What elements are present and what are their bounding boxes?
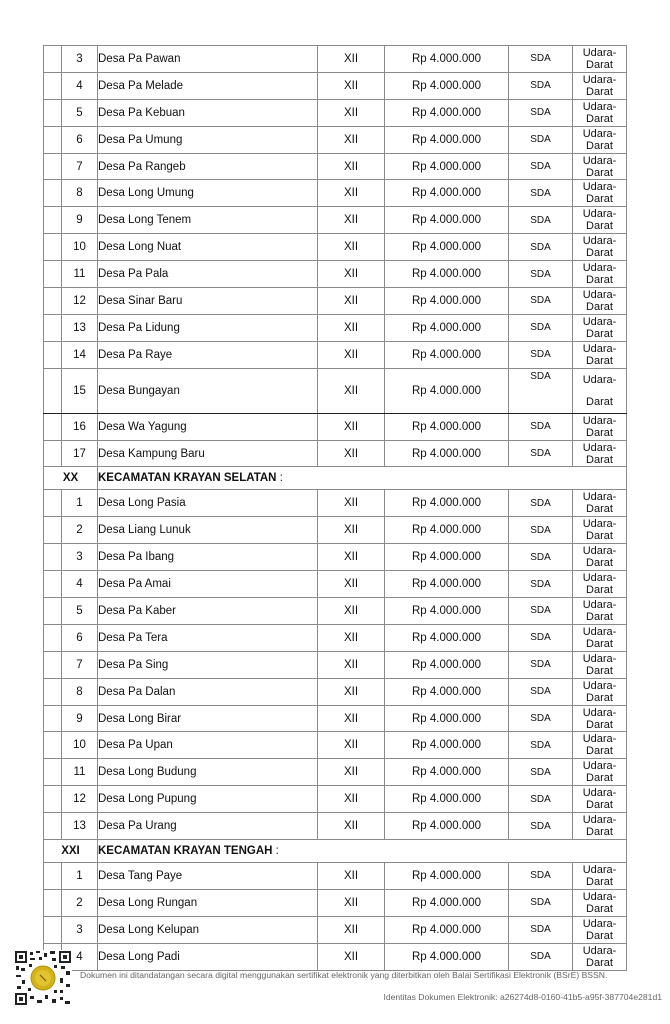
source-value: SDA (509, 288, 573, 315)
source-value: SDA (509, 517, 573, 544)
document-id (383, 992, 662, 1002)
row-number: 1 (62, 863, 98, 890)
row-number: 9 (62, 207, 98, 234)
table-row (44, 916, 627, 943)
source-value: SDA (509, 889, 573, 916)
class-value: XII (318, 678, 385, 705)
table-row (44, 72, 627, 99)
blank-cell (44, 288, 62, 315)
blank-cell (44, 651, 62, 678)
class-value: XII (318, 490, 385, 517)
blank-cell (44, 440, 62, 467)
section-number: XXI (44, 840, 98, 863)
transport-mode: Udara- Darat (573, 598, 627, 625)
village-name: Desa Pa Raye (98, 341, 318, 368)
blank-cell (44, 889, 62, 916)
village-name: Desa Long Budung (98, 759, 318, 786)
table-row (44, 207, 627, 234)
class-value: XII (318, 261, 385, 288)
source-value: SDA (509, 544, 573, 571)
village-name: Desa Pa Ibang (98, 544, 318, 571)
transport-mode: Udara- Darat (573, 624, 627, 651)
village-name: Desa Pa Urang (98, 813, 318, 840)
source-value: SDA (509, 490, 573, 517)
section-title-cell (98, 467, 627, 490)
blank-cell (44, 72, 62, 99)
section-colon: : (279, 472, 283, 485)
class-value: XII (318, 153, 385, 180)
village-table-body (44, 46, 627, 971)
blank-cell (44, 759, 62, 786)
village-name: Desa Pa Umung (98, 126, 318, 153)
row-number: 8 (62, 180, 98, 207)
village-name: Desa Pa Kebuan (98, 99, 318, 126)
class-value: XII (318, 863, 385, 890)
blank-cell (44, 544, 62, 571)
source-value: SDA (509, 46, 573, 73)
blank-cell (44, 517, 62, 544)
price-value: Rp 4.000.000 (385, 571, 509, 598)
source-value: SDA (509, 180, 573, 207)
blank-cell (44, 180, 62, 207)
class-value: XII (318, 651, 385, 678)
document-id-value: a26274d8-0160-41b5-a95f-387704e281d1 (500, 992, 662, 1002)
table-row (44, 943, 627, 970)
price-value: Rp 4.000.000 (385, 678, 509, 705)
table-row (44, 314, 627, 341)
source-value: SDA (509, 813, 573, 840)
price-value: Rp 4.000.000 (385, 261, 509, 288)
source-value: SDA (509, 705, 573, 732)
row-number: 10 (62, 732, 98, 759)
price-value: Rp 4.000.000 (385, 440, 509, 467)
row-number: 8 (62, 678, 98, 705)
digital-signature-note: Dokumen ini ditandatangan secara digital menggunakan sertifikat elektronik yang diterbitkan oleh Balai Sertifikasi Elektronik (BSrE) BSSN. (80, 970, 608, 980)
price-value: Rp 4.000.000 (385, 889, 509, 916)
class-value: XII (318, 598, 385, 625)
table-row (44, 288, 627, 315)
row-number: 5 (62, 99, 98, 126)
class-value: XII (318, 180, 385, 207)
section-colon: : (275, 845, 279, 858)
transport-mode: Udara- Darat (573, 732, 627, 759)
class-value: XII (318, 46, 385, 73)
village-name: Desa Long Rungan (98, 889, 318, 916)
source-value: SDA (509, 916, 573, 943)
section-title-cell (98, 840, 627, 863)
row-number: 4 (62, 72, 98, 99)
transport-mode: Udara- Darat (573, 863, 627, 890)
class-value: XII (318, 943, 385, 970)
village-name: Desa Long Pasia (98, 490, 318, 517)
class-value: XII (318, 72, 385, 99)
table-row (44, 813, 627, 840)
source-value: SDA (509, 863, 573, 890)
village-name: Desa Long Tenem (98, 207, 318, 234)
source-value: SDA (509, 571, 573, 598)
transport-mode: Udara- Darat (573, 207, 627, 234)
row-number: 13 (62, 314, 98, 341)
row-number: 3 (62, 916, 98, 943)
source-value: SDA (509, 126, 573, 153)
table-row (44, 571, 627, 598)
price-value: Rp 4.000.000 (385, 544, 509, 571)
transport-mode: Udara- Darat (573, 234, 627, 261)
table-row (44, 624, 627, 651)
village-name: Desa Pa Pala (98, 261, 318, 288)
table-row (44, 544, 627, 571)
class-value: XII (318, 916, 385, 943)
class-value: XII (318, 786, 385, 813)
table-row (44, 180, 627, 207)
blank-cell (44, 732, 62, 759)
class-value: XII (318, 624, 385, 651)
row-number: 1 (62, 490, 98, 517)
table-row (44, 368, 627, 413)
source-value: SDA (509, 624, 573, 651)
row-number: 3 (62, 544, 98, 571)
transport-mode: Udara- Darat (573, 314, 627, 341)
blank-cell (44, 705, 62, 732)
row-number: 4 (62, 943, 98, 970)
price-value: Rp 4.000.000 (385, 46, 509, 73)
row-number: 11 (62, 261, 98, 288)
price-value: Rp 4.000.000 (385, 180, 509, 207)
row-number: 4 (62, 571, 98, 598)
blank-cell (44, 786, 62, 813)
village-name: Desa Pa Dalan (98, 678, 318, 705)
source-value: SDA (509, 440, 573, 467)
section-header-row (44, 467, 627, 490)
blank-cell (44, 368, 62, 413)
table-row (44, 490, 627, 517)
table-row (44, 261, 627, 288)
source-value: SDA (509, 368, 573, 413)
village-name: Desa Long Padi (98, 943, 318, 970)
row-number: 14 (62, 341, 98, 368)
table-row (44, 759, 627, 786)
row-number: 15 (62, 368, 98, 413)
transport-mode: Udara- Darat (573, 943, 627, 970)
price-value: Rp 4.000.000 (385, 786, 509, 813)
transport-mode: Udara- Darat (573, 180, 627, 207)
transport-mode: Udara- Darat (573, 261, 627, 288)
table-row (44, 678, 627, 705)
source-value: SDA (509, 413, 573, 440)
village-name: Desa Pa Upan (98, 732, 318, 759)
transport-mode: Udara- Darat (573, 440, 627, 467)
class-value: XII (318, 99, 385, 126)
price-value: Rp 4.000.000 (385, 153, 509, 180)
blank-cell (44, 153, 62, 180)
village-name: Desa Pa Sing (98, 651, 318, 678)
class-value: XII (318, 440, 385, 467)
price-value: Rp 4.000.000 (385, 863, 509, 890)
table-row (44, 732, 627, 759)
price-value: Rp 4.000.000 (385, 99, 509, 126)
class-value: XII (318, 341, 385, 368)
price-value: Rp 4.000.000 (385, 651, 509, 678)
transport-mode: Udara- Darat (573, 517, 627, 544)
row-number: 2 (62, 889, 98, 916)
table-row (44, 889, 627, 916)
transport-mode: Udara- Darat (573, 651, 627, 678)
row-number: 12 (62, 288, 98, 315)
section-title: KECAMATAN KRAYAN SELATAN (98, 472, 277, 485)
row-number: 16 (62, 413, 98, 440)
class-value: XII (318, 759, 385, 786)
village-name: Desa Pa Kaber (98, 598, 318, 625)
table-row (44, 341, 627, 368)
source-value: SDA (509, 732, 573, 759)
table-row (44, 440, 627, 467)
source-value: SDA (509, 72, 573, 99)
village-name: Desa Pa Pawan (98, 46, 318, 73)
village-name: Desa Wa Yagung (98, 413, 318, 440)
row-number: 13 (62, 813, 98, 840)
source-value: SDA (509, 651, 573, 678)
transport-mode: Udara- Darat (573, 889, 627, 916)
price-value: Rp 4.000.000 (385, 126, 509, 153)
price-value: Rp 4.000.000 (385, 759, 509, 786)
table-row (44, 234, 627, 261)
transport-mode: Udara- Darat (573, 153, 627, 180)
village-name: Desa Pa Tera (98, 624, 318, 651)
transport-mode: Udara- Darat (573, 759, 627, 786)
transport-mode: Udara- Darat (573, 413, 627, 440)
table-row (44, 517, 627, 544)
price-value: Rp 4.000.000 (385, 288, 509, 315)
source-value: SDA (509, 786, 573, 813)
class-value: XII (318, 126, 385, 153)
qr-code-icon (14, 950, 72, 1006)
village-name: Desa Long Pupung (98, 786, 318, 813)
price-value: Rp 4.000.000 (385, 813, 509, 840)
class-value: XII (318, 889, 385, 916)
transport-mode: Udara- Darat (573, 571, 627, 598)
blank-cell (44, 598, 62, 625)
class-value: XII (318, 314, 385, 341)
price-value: Rp 4.000.000 (385, 72, 509, 99)
table-row (44, 153, 627, 180)
document-id-label: Identitas Dokumen Elektronik: (383, 992, 498, 1002)
transport-mode: Udara- Darat (573, 813, 627, 840)
blank-cell (44, 207, 62, 234)
blank-cell (44, 314, 62, 341)
transport-mode: Udara- Darat (573, 916, 627, 943)
row-number: 5 (62, 598, 98, 625)
price-value: Rp 4.000.000 (385, 490, 509, 517)
table-row (44, 413, 627, 440)
price-value: Rp 4.000.000 (385, 517, 509, 544)
table-row (44, 651, 627, 678)
transport-mode: Udara- Darat (573, 99, 627, 126)
price-value: Rp 4.000.000 (385, 234, 509, 261)
row-number: 10 (62, 234, 98, 261)
row-number: 12 (62, 786, 98, 813)
table-row (44, 786, 627, 813)
village-name: Desa Liang Lunuk (98, 517, 318, 544)
table-row (44, 705, 627, 732)
source-value: SDA (509, 759, 573, 786)
price-value: Rp 4.000.000 (385, 732, 509, 759)
class-value: XII (318, 368, 385, 413)
blank-cell (44, 916, 62, 943)
blank-cell (44, 99, 62, 126)
table-row (44, 46, 627, 73)
transport-mode: Udara- Darat (573, 46, 627, 73)
source-value: SDA (509, 99, 573, 126)
transport-mode: Udara- Darat (573, 288, 627, 315)
section-header-row (44, 840, 627, 863)
class-value: XII (318, 207, 385, 234)
transport-mode: Udara- Darat (573, 368, 627, 413)
village-name: Desa Pa Lidung (98, 314, 318, 341)
class-value: XII (318, 234, 385, 261)
price-value: Rp 4.000.000 (385, 314, 509, 341)
row-number: 6 (62, 126, 98, 153)
class-value: XII (318, 813, 385, 840)
section-number: XX (44, 467, 98, 490)
blank-cell (44, 341, 62, 368)
village-name: Desa Long Birar (98, 705, 318, 732)
source-value: SDA (509, 341, 573, 368)
row-number: 11 (62, 759, 98, 786)
table-row (44, 863, 627, 890)
price-value: Rp 4.000.000 (385, 624, 509, 651)
price-value: Rp 4.000.000 (385, 413, 509, 440)
transport-mode: Udara- Darat (573, 490, 627, 517)
class-value: XII (318, 413, 385, 440)
row-number: 9 (62, 705, 98, 732)
source-value: SDA (509, 261, 573, 288)
class-value: XII (318, 517, 385, 544)
blank-cell (44, 813, 62, 840)
table-row (44, 126, 627, 153)
village-name: Desa Bungayan (98, 368, 318, 413)
price-value: Rp 4.000.000 (385, 368, 509, 413)
blank-cell (44, 413, 62, 440)
row-number: 6 (62, 624, 98, 651)
source-value: SDA (509, 153, 573, 180)
source-value: SDA (509, 943, 573, 970)
class-value: XII (318, 288, 385, 315)
transport-mode: Udara- Darat (573, 72, 627, 99)
blank-cell (44, 234, 62, 261)
source-value: SDA (509, 314, 573, 341)
village-name: Desa Kampung Baru (98, 440, 318, 467)
source-value: SDA (509, 207, 573, 234)
class-value: XII (318, 705, 385, 732)
blank-cell (44, 46, 62, 73)
blank-cell (44, 261, 62, 288)
village-name: Desa Tang Paye (98, 863, 318, 890)
village-name: Desa Pa Amai (98, 571, 318, 598)
row-number: 7 (62, 651, 98, 678)
transport-mode: Udara- Darat (573, 544, 627, 571)
price-value: Rp 4.000.000 (385, 341, 509, 368)
village-name: Desa Pa Melade (98, 72, 318, 99)
class-value: XII (318, 732, 385, 759)
price-value: Rp 4.000.000 (385, 598, 509, 625)
row-number: 7 (62, 153, 98, 180)
village-name: Desa Sinar Baru (98, 288, 318, 315)
price-value: Rp 4.000.000 (385, 705, 509, 732)
blank-cell (44, 490, 62, 517)
row-number: 2 (62, 517, 98, 544)
row-number: 3 (62, 46, 98, 73)
price-value: Rp 4.000.000 (385, 943, 509, 970)
price-value: Rp 4.000.000 (385, 207, 509, 234)
table-row (44, 99, 627, 126)
blank-cell (44, 624, 62, 651)
village-table (43, 45, 627, 971)
class-value: XII (318, 571, 385, 598)
village-name: Desa Long Umung (98, 180, 318, 207)
village-name: Desa Long Nuat (98, 234, 318, 261)
transport-mode: Udara- Darat (573, 126, 627, 153)
source-value: SDA (509, 234, 573, 261)
blank-cell (44, 571, 62, 598)
transport-mode: Udara- Darat (573, 341, 627, 368)
transport-mode: Udara- Darat (573, 705, 627, 732)
village-name: Desa Pa Rangeb (98, 153, 318, 180)
section-title: KECAMATAN KRAYAN TENGAH (98, 845, 273, 858)
blank-cell (44, 863, 62, 890)
table-row (44, 598, 627, 625)
source-value: SDA (509, 598, 573, 625)
transport-mode: Udara- Darat (573, 678, 627, 705)
transport-mode: Udara- Darat (573, 786, 627, 813)
blank-cell (44, 126, 62, 153)
price-value: Rp 4.000.000 (385, 916, 509, 943)
source-value: SDA (509, 678, 573, 705)
village-name: Desa Long Kelupan (98, 916, 318, 943)
class-value: XII (318, 544, 385, 571)
row-number: 17 (62, 440, 98, 467)
blank-cell (44, 678, 62, 705)
